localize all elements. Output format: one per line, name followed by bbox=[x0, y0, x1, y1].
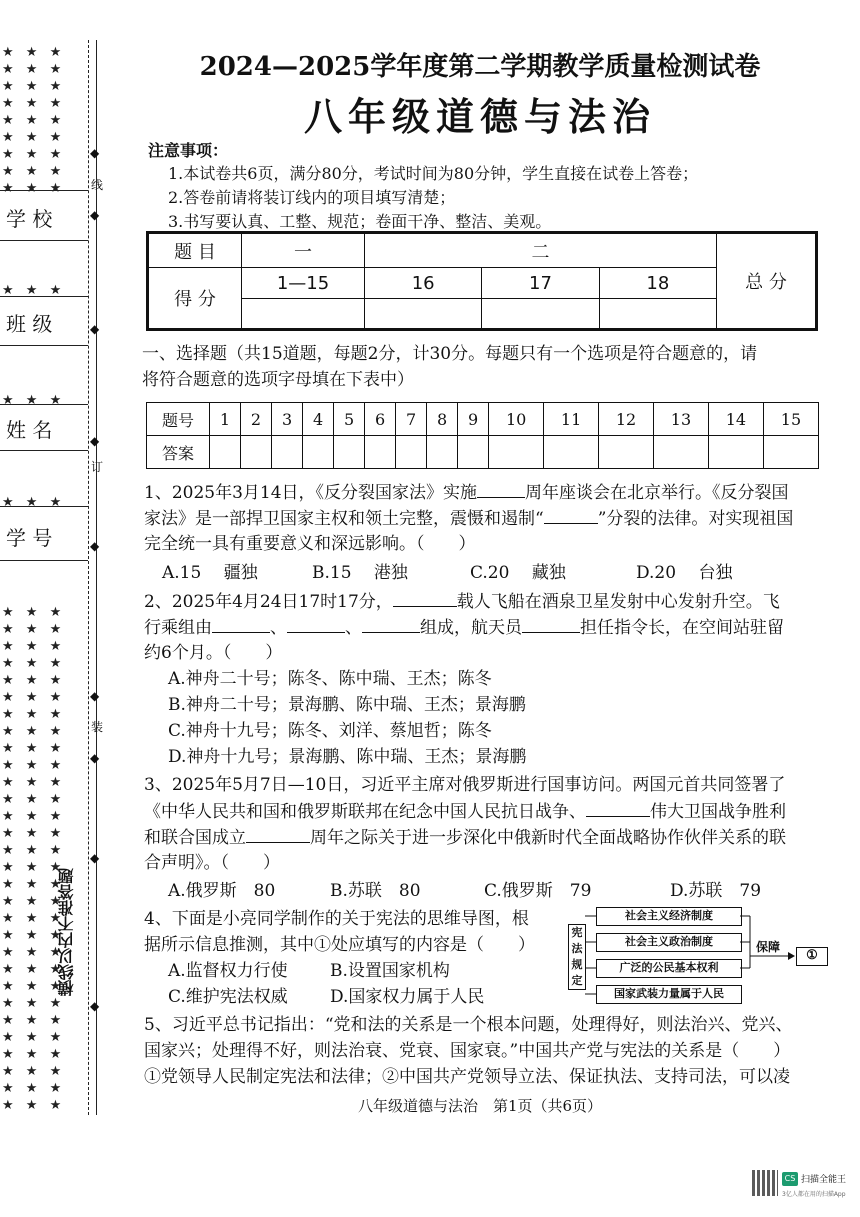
school-field-label: 学 校 bbox=[6, 207, 53, 231]
answer-cell[interactable] bbox=[303, 436, 334, 469]
class-field-label: 班 级 bbox=[6, 312, 53, 336]
score-col-label: 18 bbox=[599, 268, 716, 299]
star-strip-1: ★ ★ ★ bbox=[2, 283, 66, 298]
option-b[interactable]: B.15 港独 bbox=[312, 563, 408, 583]
answer-cell[interactable] bbox=[599, 436, 654, 469]
answer-cell[interactable] bbox=[396, 436, 427, 469]
question-2-text: 、 bbox=[270, 618, 287, 638]
watermark-name: 扫描全能王 bbox=[801, 1175, 847, 1185]
option-a[interactable]: A.15 疆独 bbox=[162, 563, 258, 583]
score-header-part2: 二 bbox=[365, 233, 717, 268]
question-2-text: 2、2025年4月24日17时17分， bbox=[144, 592, 393, 612]
section1-heading: 一、选择题（共15道题，每题2分，计30分。每题只有一个选项是符合题意的，请 bbox=[142, 344, 758, 364]
constitution-mind-map bbox=[568, 904, 828, 1002]
option-c[interactable]: C.神舟十九号；陈冬、刘洋、蔡旭哲；陈冬 bbox=[168, 721, 492, 741]
option-d[interactable]: D.20 台独 bbox=[636, 563, 733, 583]
binding-line-outer bbox=[96, 40, 97, 1115]
question-number: 15 bbox=[763, 403, 818, 436]
question-5-text: ①党领导人民制定宪法和法律；②中国共产党领导立法、保证执法、支持司法，可以凌 bbox=[144, 1067, 790, 1087]
exam-title: 2024—2025学年度第二学期教学质量检测试卷 bbox=[199, 52, 761, 82]
question-3-text: 《中华人民共和国和俄罗斯联邦在纪念中国人民抗日战争、 bbox=[144, 802, 586, 822]
fill-blank[interactable] bbox=[477, 481, 525, 498]
question-1-text: 完全统一具有重要意义和深远影响。（ ） bbox=[144, 534, 476, 554]
question-1-text: 周年座谈会在北京举行。《反分裂国 bbox=[525, 483, 789, 503]
question-3-text: 合声明》。（ ） bbox=[144, 853, 280, 873]
question-4-text: 4、下面是小亮同学制作的关于宪法的思维导图，根 bbox=[144, 909, 529, 929]
score-col-label: 1—15 bbox=[242, 268, 365, 299]
field-line bbox=[0, 190, 88, 191]
answer-cell[interactable] bbox=[763, 436, 818, 469]
diamond-icon: ◆ bbox=[90, 434, 100, 448]
score-col-label: 16 bbox=[365, 268, 482, 299]
notice-item: 2.答卷前请将装订线内的项目填写清楚； bbox=[168, 188, 456, 207]
mindmap-item: 国家武装力量属于人民 bbox=[596, 985, 742, 1004]
answer-cell[interactable] bbox=[334, 436, 365, 469]
question-3-line bbox=[144, 800, 786, 823]
question-1-text: ”分裂的法律。对实现祖国 bbox=[597, 509, 794, 529]
option-a[interactable]: A.俄罗斯 80 bbox=[168, 881, 276, 901]
mindmap-arrow-label: 保障 bbox=[756, 940, 781, 954]
option-c[interactable]: C.俄罗斯 79 bbox=[484, 881, 592, 901]
score-table bbox=[146, 231, 818, 331]
question-2-text: 组成，航天员 bbox=[420, 618, 522, 638]
fill-blank[interactable] bbox=[362, 616, 420, 633]
diamond-icon: ◆ bbox=[90, 851, 100, 865]
mindmap-target: ① bbox=[796, 947, 828, 966]
answer-table-label: 答案 bbox=[147, 436, 210, 469]
question-number: 13 bbox=[654, 403, 709, 436]
section1-heading-cont: 将符合题意的选项字母填在下表中） bbox=[142, 370, 414, 390]
answer-cell[interactable] bbox=[489, 436, 544, 469]
answer-cell[interactable] bbox=[272, 436, 303, 469]
field-line bbox=[0, 506, 88, 507]
question-2-line bbox=[144, 590, 780, 613]
question-number: 6 bbox=[365, 403, 396, 436]
name-field-label: 姓 名 bbox=[6, 418, 53, 442]
fill-blank[interactable] bbox=[393, 590, 457, 607]
star-strip-3: ★ ★ ★ bbox=[2, 495, 66, 510]
fill-blank[interactable] bbox=[212, 616, 270, 633]
diamond-icon: ◆ bbox=[90, 751, 100, 765]
option-b[interactable]: B.神舟二十号；景海鹏、陈中瑞、王杰；景海鹏 bbox=[168, 695, 526, 715]
fill-blank[interactable] bbox=[287, 616, 345, 633]
question-number: 4 bbox=[303, 403, 334, 436]
student-id-field-label: 学 号 bbox=[6, 526, 53, 550]
question-number: 10 bbox=[489, 403, 544, 436]
answer-cell[interactable] bbox=[241, 436, 272, 469]
star-border-bottom: ★ ★ ★ ★ ★ ★ ★ ★ ★ ★ ★ ★ ★ ★ ★ ★ ★ ★ ★ ★ ★ ★ ★ ★ ★ ★ ★ ★ ★ ★ ★ ★ ★ ★ ★ ★ ★ ★ ★ ★ ★ ★ ★ ★ ★ ★ ★ ★ ★ ★ ★ ★ ★ ★ ★ ★ ★ ★ ★ ★ ★ ★ ★ ★ ★ ★ ★ ★ ★ ★ ★ ★ ★ ★ ★ ★ ★ ★ ★ ★ ★ ★ ★ ★ ★ ★ ★ ★ ★ ★ bbox=[2, 605, 66, 1113]
question-1-text: 家法》是一部捍卫国家主权和领土完整，震慑和遏制“ bbox=[144, 509, 544, 529]
option-c[interactable]: C.20 藏独 bbox=[470, 563, 566, 583]
question-number: 8 bbox=[427, 403, 458, 436]
score-cell[interactable] bbox=[365, 299, 482, 330]
answer-cell[interactable] bbox=[210, 436, 241, 469]
score-cell[interactable] bbox=[242, 299, 365, 330]
score-row-label: 得 分 bbox=[148, 268, 242, 330]
question-1-text: 1、2025年3月14日，《反分裂国家法》实施 bbox=[144, 483, 478, 503]
option-d[interactable]: D.神舟十九号；景海鹏、陈中瑞、王杰；景海鹏 bbox=[168, 747, 527, 767]
notice-item: 1.本试卷共6页，满分80分，考试时间为80分钟，学生直接在试卷上答卷； bbox=[168, 164, 699, 183]
question-number: 9 bbox=[458, 403, 489, 436]
question-number: 11 bbox=[544, 403, 599, 436]
question-2-text: 约6个月。（ ） bbox=[144, 643, 283, 663]
fill-blank[interactable] bbox=[544, 507, 598, 524]
question-3-text: 周年之际关于进一步深化中俄新时代全面战略协作伙伴关系的联 bbox=[310, 828, 786, 848]
cut-label: 装 bbox=[91, 720, 104, 734]
question-3-text: 和联合国成立 bbox=[144, 828, 246, 848]
question-2-line bbox=[144, 616, 784, 639]
answer-cell[interactable] bbox=[708, 436, 763, 469]
cut-label: 订 bbox=[91, 460, 104, 474]
question-2-text: 担任指令长，在空间站驻留 bbox=[580, 618, 784, 638]
option-c[interactable]: C.维护宪法权威 bbox=[168, 987, 288, 1007]
option-d[interactable]: D.国家权力属于人民 bbox=[330, 987, 485, 1007]
star-strip-2: ★ ★ ★ bbox=[2, 393, 66, 408]
cut-label: 线 bbox=[91, 178, 104, 192]
mindmap-item: 广泛的公民基本权利 bbox=[596, 959, 742, 978]
subject-title: 八年级道德与法治 bbox=[303, 94, 656, 139]
field-line bbox=[0, 345, 88, 346]
diamond-icon: ◆ bbox=[90, 146, 100, 160]
mindmap-item: 社会主义政治制度 bbox=[596, 933, 742, 952]
score-col-label: 17 bbox=[482, 268, 599, 299]
fill-blank[interactable] bbox=[522, 616, 580, 633]
answer-cell[interactable] bbox=[458, 436, 489, 469]
answer-table-label: 题号 bbox=[147, 403, 210, 436]
page-footer: 八年级道德与法治 第1页（共6页） bbox=[357, 1097, 603, 1115]
question-3-text: 伟大卫国战争胜利 bbox=[650, 802, 786, 822]
question-3-line bbox=[144, 826, 786, 849]
field-line bbox=[0, 240, 88, 241]
option-a[interactable]: A.监督权力行使 bbox=[168, 961, 288, 981]
notice-item: 3.书写要认真、工整、规范；卷面干净、整洁、美观。 bbox=[168, 212, 552, 231]
score-cell[interactable] bbox=[482, 299, 599, 330]
mindmap-root: 宪法规定 bbox=[568, 924, 586, 990]
question-1-line bbox=[144, 481, 789, 504]
cs-logo-icon: CS bbox=[782, 1172, 798, 1186]
question-5-text: 5、习近平总书记指出：“党和法的关系是一个根本问题，处理得好，则法治兴、党兴、 bbox=[144, 1015, 793, 1035]
score-header-part1: 一 bbox=[242, 233, 365, 268]
diamond-icon: ◆ bbox=[90, 539, 100, 553]
question-number: 2 bbox=[241, 403, 272, 436]
watermark-tagline: 3亿人都在用的扫描App bbox=[782, 1191, 846, 1198]
question-2-text: 载人飞船在酒泉卫星发射中心发射升空。飞 bbox=[456, 592, 780, 612]
field-line bbox=[0, 404, 88, 405]
diamond-icon: ◆ bbox=[90, 322, 100, 336]
notice-heading: 注意事项： bbox=[148, 141, 229, 160]
question-3-text: 3、2025年5月7日—10日，习近平主席对俄罗斯进行国事访问。两国元首共同签署了 bbox=[144, 775, 786, 795]
diamond-icon: ◆ bbox=[90, 689, 100, 703]
fill-blank[interactable] bbox=[586, 800, 650, 817]
field-line bbox=[0, 296, 88, 297]
mindmap-item: 社会主义经济制度 bbox=[596, 907, 742, 926]
diamond-icon: ◆ bbox=[90, 999, 100, 1013]
question-number: 1 bbox=[210, 403, 241, 436]
question-number: 12 bbox=[599, 403, 654, 436]
question-1-line bbox=[144, 507, 793, 530]
option-a[interactable]: A.神舟二十号；陈冬、陈中瑞、王杰；陈冬 bbox=[168, 669, 492, 689]
answer-cell[interactable] bbox=[427, 436, 458, 469]
field-line bbox=[0, 560, 88, 561]
no-answer-warning: 横线以内不准答题 bbox=[57, 868, 76, 996]
question-number: 7 bbox=[396, 403, 427, 436]
qr-code-icon bbox=[752, 1170, 778, 1196]
question-number: 14 bbox=[708, 403, 763, 436]
question-4-text: 据所示信息推测，其中①处应填写的内容是（ ） bbox=[144, 935, 535, 955]
question-2-text: 、 bbox=[345, 618, 362, 638]
score-total-label: 总 分 bbox=[717, 233, 817, 330]
score-cell[interactable] bbox=[599, 299, 716, 330]
question-5-text: 国家兴；处理得不好，则法治衰、党衰、国家衰。”中国共产党与宪法的关系是（ ） bbox=[144, 1041, 791, 1061]
star-border-top: ★ ★ ★ ★ ★ ★ ★ ★ ★ ★ ★ ★ ★ ★ ★ ★ ★ ★ ★ ★ ★ ★ ★ ★ ★ ★ ★ bbox=[2, 45, 66, 192]
question-number: 3 bbox=[272, 403, 303, 436]
option-b[interactable]: B.苏联 80 bbox=[330, 881, 421, 901]
option-b[interactable]: B.设置国家机构 bbox=[330, 961, 450, 981]
answer-table bbox=[146, 402, 819, 469]
diamond-icon: ◆ bbox=[90, 208, 100, 222]
answer-cell[interactable] bbox=[654, 436, 709, 469]
question-2-text: 行乘组由 bbox=[144, 618, 212, 638]
binding-line bbox=[88, 40, 89, 1115]
answer-cell[interactable] bbox=[365, 436, 396, 469]
score-header-label: 题 目 bbox=[148, 233, 242, 268]
question-number: 5 bbox=[334, 403, 365, 436]
field-line bbox=[0, 450, 88, 451]
fill-blank[interactable] bbox=[246, 826, 310, 843]
option-d[interactable]: D.苏联 79 bbox=[670, 881, 762, 901]
answer-cell[interactable] bbox=[544, 436, 599, 469]
scanner-watermark bbox=[752, 1168, 852, 1208]
